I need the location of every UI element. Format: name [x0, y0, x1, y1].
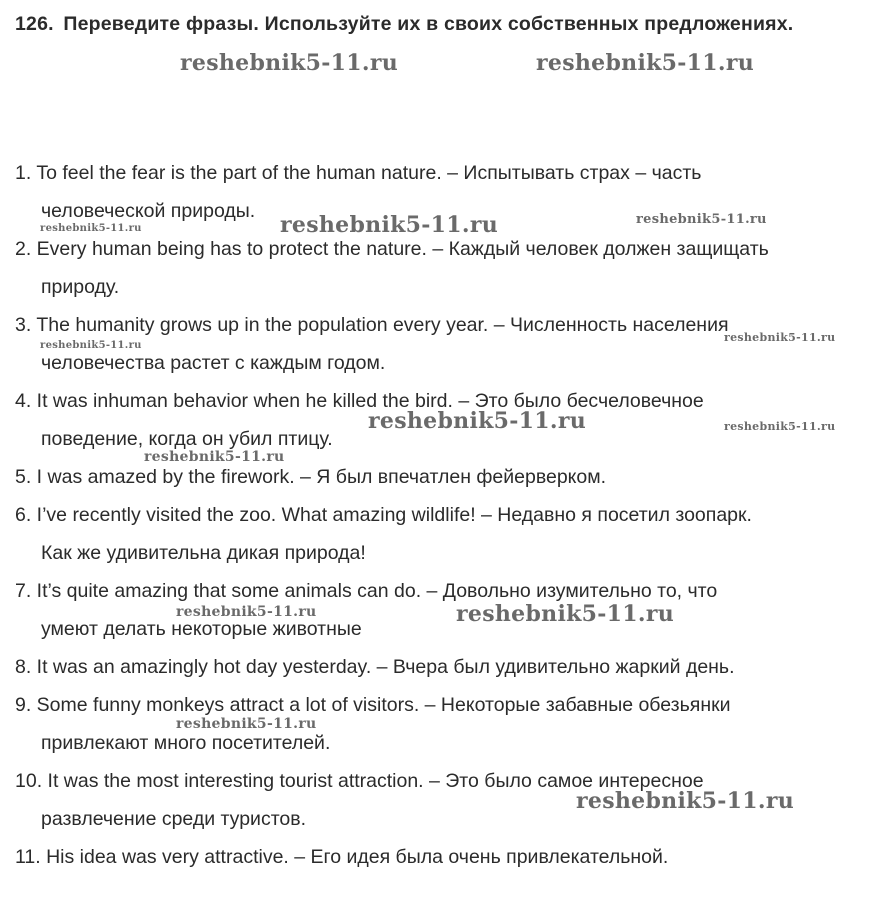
- watermark: reshebnik5-11.ru: [180, 50, 399, 76]
- watermark: reshebnik5-11.ru: [40, 340, 142, 351]
- item-sentence: 6. I’ve recently visited the zoo. What amazing wildlife! – Недавно я посетил зоопарк.: [15, 504, 752, 526]
- watermark: reshebnik5-11.ru: [40, 223, 142, 234]
- item-continuation: Как же удивительна дикая природа!: [41, 542, 366, 564]
- item-continuation: человечества растет с каждым годом.: [41, 352, 386, 374]
- watermark: reshebnik5-11.ru: [144, 449, 285, 465]
- watermark: reshebnik5-11.ru: [724, 331, 836, 344]
- item-sentence: 10. It was the most interesting tourist attraction. – Это было самое интересное: [15, 770, 704, 792]
- item-sentence: 5. I was amazed by the firework. – Я был впечатлен фейерверком.: [15, 466, 607, 488]
- list-item: [15, 648, 872, 686]
- phrase-list: [15, 154, 872, 876]
- list-item: [15, 496, 872, 572]
- item-sentence: 11. His idea was very attractive. – Его идея была очень привлекательной.: [15, 846, 669, 868]
- item-continuation: привлекают много посетителей.: [41, 732, 331, 754]
- list-item: [15, 686, 872, 762]
- watermark: reshebnik5-11.ru: [368, 408, 587, 434]
- watermark: reshebnik5-11.ru: [176, 716, 317, 732]
- item-continuation: развлечение среди туристов.: [41, 808, 307, 830]
- list-item: [15, 230, 872, 306]
- item-sentence: 7. It’s quite amazing that some animals can do. – Довольно изумительно то, что: [15, 580, 718, 602]
- exercise-header: [15, 6, 872, 43]
- item-continuation: умеют делать некоторые животные: [41, 618, 362, 640]
- watermark: reshebnik5-11.ru: [456, 601, 675, 627]
- watermark: reshebnik5-11.ru: [280, 212, 499, 238]
- exercise-number: 126.: [15, 13, 54, 35]
- watermark: reshebnik5-11.ru: [576, 788, 795, 814]
- list-item: [15, 306, 872, 382]
- watermark: reshebnik5-11.ru: [724, 420, 836, 433]
- item-sentence: 9. Some funny monkeys attract a lot of visitors. – Некоторые забавные обезьянки: [15, 694, 731, 716]
- watermark: reshebnik5-11.ru: [536, 50, 755, 76]
- item-sentence: 8. It was an amazingly hot day yesterday. – Вчера был удивительно жаркий день.: [15, 656, 735, 678]
- item-continuation: поведение, когда он убил птицу.: [41, 428, 333, 450]
- item-sentence: 2. Every human being has to protect the nature. – Каждый человек должен защищать: [15, 238, 769, 260]
- watermark: reshebnik5-11.ru: [636, 212, 767, 227]
- item-sentence: 3. The humanity grows up in the population every year. – Численность населения: [15, 314, 729, 336]
- watermark: reshebnik5-11.ru: [176, 604, 317, 620]
- item-sentence: 1. To feel the fear is the part of the human nature. – Испытывать страх – часть: [15, 162, 702, 184]
- item-continuation: человеческой природы.: [41, 200, 256, 222]
- item-continuation: природу.: [41, 276, 120, 298]
- item-sentence: 4. It was inhuman behavior when he killed the bird. – Это было бесчеловечное: [15, 390, 704, 412]
- list-item: [15, 572, 872, 648]
- list-item: [15, 838, 872, 876]
- exercise-instruction: Переведите фразы. Используйте их в своих собственных предложениях.: [63, 13, 794, 35]
